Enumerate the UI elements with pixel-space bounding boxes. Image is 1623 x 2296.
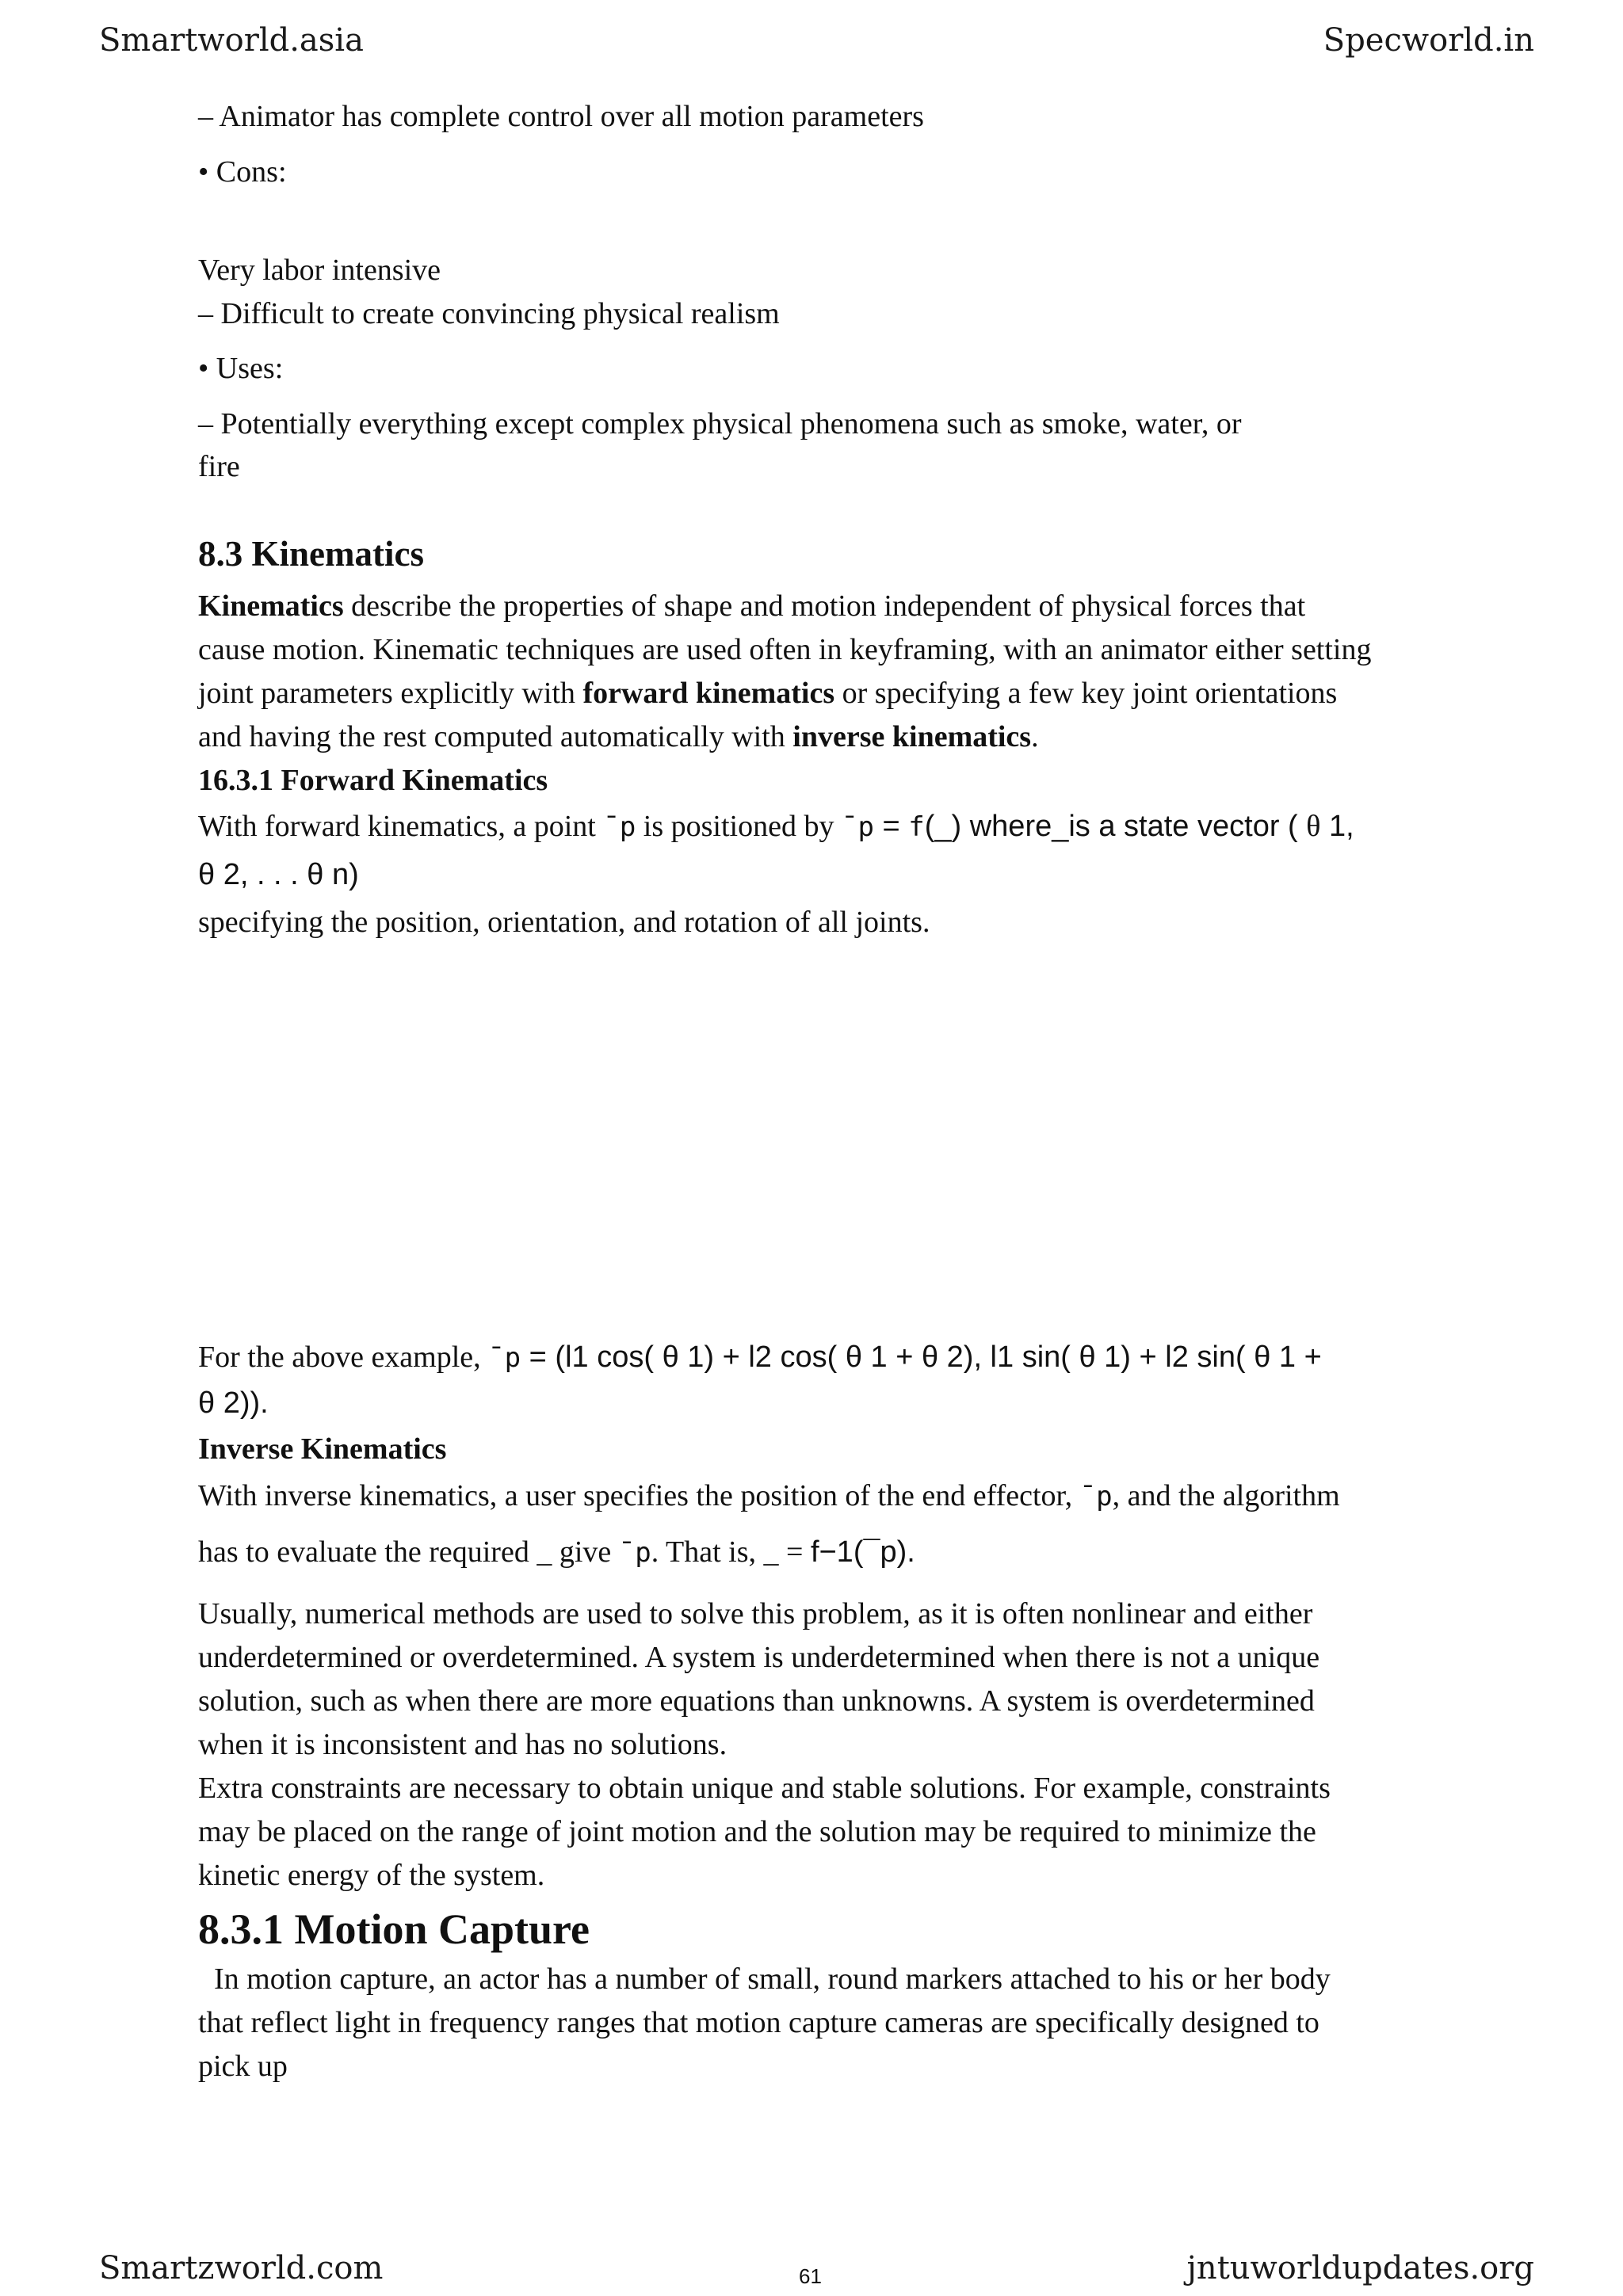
text-span: With forward kinematics, a point [198,810,604,843]
section-heading-kinematics: 8.3 Kinematics [198,534,424,574]
bold-term: forward kinematics [582,677,835,710]
text-line: • Uses: [198,352,284,385]
math-symbol: f [908,811,925,843]
text-line: – Difficult to create convincing physical realism [198,297,780,330]
math-symbol: ¯p [1079,1481,1113,1512]
paragraph-line: when it is inconsistent and has no solutions. [198,1728,727,1761]
paragraph-line: specifying the position, orientation, and rotation of all joints. [198,906,930,939]
paragraph-line: that reflect light in frequency ranges that motion capture cameras are specifically designed to [198,2006,1319,2039]
paragraph-line [198,719,1039,755]
header-left-site: Smartworld.asia [99,22,364,59]
paragraph-line: cause motion. Kinematic techniques are used often in keyframing, with an animator either setting [198,633,1372,666]
math-expression: = (l1 cos( θ 1) + l2 cos( θ 1 + θ 2), l1 sin( θ 1) + l2 sin( θ 1 + [521,1341,1322,1374]
text-span: (_) where_is a state vector ( [924,810,1307,843]
paragraph-line: pick up [198,2050,288,2083]
paragraph-line [198,588,1305,624]
math-symbol: θ [1306,810,1321,843]
paragraph-line: underdetermined or overdetermined. A system is underdetermined when there is not a unique [198,1641,1320,1674]
text-span: is positioned by [636,810,842,843]
page-number: 61 [799,2264,822,2288]
paragraph-line: kinetic energy of the system. [198,1859,545,1892]
paragraph-line: In motion capture, an actor has a number of small, round markers attached to his or her body [214,1962,1331,1996]
paragraph-line [198,1478,1340,1515]
text-line: – Potentially everything except complex physical phenomena such as smoke, water, or [198,407,1242,441]
math-symbol: ¯p [841,811,874,843]
text-span: describe the properties of shape and motion independent of physical forces that [343,589,1306,623]
math-symbol: ¯p [603,811,636,843]
text-line: fire [198,450,240,483]
math-expression: f−1(¯p). [810,1535,915,1569]
section-heading-motion-capture: 8.3.1 Motion Capture [198,1905,590,1953]
footer-left-site: Smartzworld.com [99,2250,384,2286]
paragraph-line [198,808,1354,845]
text-span: For the above example, [198,1341,489,1374]
text-span: . That is, _ = [651,1535,811,1569]
header-right-site: Specworld.in [1323,22,1534,59]
paragraph-line [198,675,1337,711]
footer-right-site: jntuworldupdates.org [1186,2250,1534,2286]
text-line: – Animator has complete control over all motion parameters [198,100,924,133]
paragraph-line: solution, such as when there are more equations than unknowns. A system is overdetermined [198,1684,1315,1718]
text-span: With inverse kinematics, a user specifies the position of the end effector, [198,1479,1080,1512]
bold-term: inverse kinematics [792,720,1032,753]
text-span: or specifying a few key joint orientations [834,677,1338,710]
text-span: has to evaluate the required _ give [198,1535,619,1569]
math-symbol: ¯p [618,1537,651,1569]
text-line: Very labor intensive [198,254,441,287]
text-span: and having the rest computed automatically with [198,720,793,753]
subsection-heading-forward-kinematics: 16.3.1 Forward Kinematics [198,764,548,797]
text-span: 1, [1320,810,1354,843]
text-line: • Cons: [198,155,287,189]
paragraph-line: may be placed on the range of joint motion and the solution may be required to minimize the [198,1815,1316,1848]
text-span: , and the algorithm [1112,1479,1340,1512]
math-line: θ 2)). [198,1386,269,1420]
text-span: = [873,810,909,843]
paragraph-line: Usually, numerical methods are used to solve this problem, as it is often nonlinear and either [198,1597,1313,1630]
subsection-heading-inverse-kinematics: Inverse Kinematics [198,1432,447,1466]
paragraph-line [198,1534,915,1571]
math-line: θ 2, . . . θ n) [198,858,359,891]
text-span: joint parameters explicitly with [198,677,583,710]
math-symbol: ¯p [488,1342,521,1374]
paragraph-line [198,1339,1322,1376]
text-span: . [1031,720,1039,753]
bold-term: Kinematics [198,589,344,623]
paragraph-line: Extra constraints are necessary to obtain unique and stable solutions. For example, constraints [198,1772,1331,1805]
